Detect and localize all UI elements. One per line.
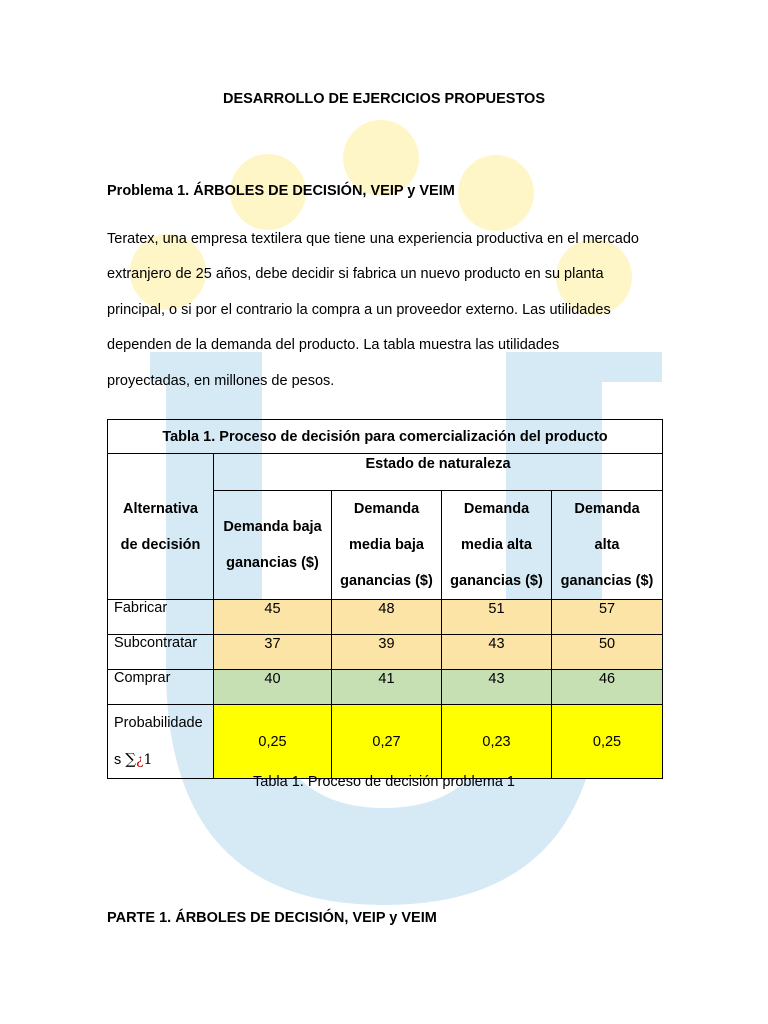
column-header-line: media alta xyxy=(461,537,532,553)
table-cell: 37 xyxy=(214,635,332,670)
problem-heading: Problema 1. ÁRBOLES DE DECISIÓN, VEIP y VEIM xyxy=(107,183,455,199)
table-row-probabilities xyxy=(108,705,663,779)
state-of-nature-header: Estado de naturaleza xyxy=(214,454,663,491)
table-cell: 51 xyxy=(442,600,552,635)
alternative-header-line: Alternativa xyxy=(123,500,198,517)
table-cell: 43 xyxy=(442,635,552,670)
column-header-line: media baja xyxy=(349,537,424,553)
column-header-demand-low xyxy=(214,491,332,600)
table-caption-cell: Tabla 1. Proceso de decisión para comercialización del producto xyxy=(108,420,663,454)
alternative-header-line: de decisión xyxy=(120,536,201,553)
paragraph-line: proyectadas, en millones de pesos. xyxy=(107,373,335,389)
table-cell: 41 xyxy=(332,670,442,705)
column-header-demand-medium-low xyxy=(332,491,442,600)
column-header-line: ganancias ($) xyxy=(340,573,433,589)
paragraph-line: Teratex, una empresa textilera que tiene una experiencia productiva en el mercado xyxy=(107,231,639,247)
column-header-line: Demanda baja xyxy=(223,519,322,535)
probability-cell: 0,27 xyxy=(332,705,442,779)
table-caption-row xyxy=(108,420,663,454)
column-header-line: Demanda xyxy=(574,501,640,517)
table-cell: 43 xyxy=(442,670,552,705)
probability-cell: 0,25 xyxy=(214,705,332,779)
table-cell: 45 xyxy=(214,600,332,635)
decision-table xyxy=(107,419,663,779)
probability-label-s: s xyxy=(114,752,122,768)
table-cell: 48 xyxy=(332,600,442,635)
table-cell: 46 xyxy=(552,670,663,705)
probability-label-line xyxy=(114,741,213,778)
column-header-line: Demanda xyxy=(463,501,530,517)
table-row-fabricar xyxy=(108,600,663,635)
row-label: Subcontratar xyxy=(108,635,214,670)
column-header-demand-medium-high xyxy=(442,491,552,600)
column-header-line: ganancias ($) xyxy=(450,573,543,589)
paragraph-line: principal, o si por el contrario la compra a un proveedor externo. Las utilidades xyxy=(107,302,611,318)
alternative-header xyxy=(108,454,214,600)
paragraph-line: extranjero de 25 años, debe decidir si fabrica un nuevo producto en su planta xyxy=(107,266,604,282)
table-row-subcontratar xyxy=(108,635,663,670)
table-caption: Tabla 1. Proceso de decisión problema 1 xyxy=(253,774,515,790)
row-label: Comprar xyxy=(108,670,214,705)
inverted-question-mark: ¿ xyxy=(136,752,144,768)
part-heading: PARTE 1. ÁRBOLES DE DECISIÓN, VEIP y VEIM xyxy=(107,910,437,926)
probability-label-line: Probabilidade xyxy=(114,715,203,731)
document-title: DESARROLLO DE EJERCICIOS PROPUESTOS xyxy=(222,91,545,107)
table-cell: 39 xyxy=(332,635,442,670)
probability-label xyxy=(108,705,214,779)
table-row-comprar xyxy=(108,670,663,705)
equation-one: 1 xyxy=(143,752,153,768)
sigma-symbol: ∑ xyxy=(125,750,136,768)
column-header-line: ganancias ($) xyxy=(226,555,319,571)
column-header-line: Demanda xyxy=(353,501,420,517)
row-label: Fabricar xyxy=(108,600,214,635)
column-header-line: alta xyxy=(594,537,620,553)
table-cell: 40 xyxy=(214,670,332,705)
table-cell: 50 xyxy=(552,635,663,670)
column-header-line: ganancias ($) xyxy=(560,573,654,589)
table-cell: 57 xyxy=(552,600,663,635)
probability-cell: 0,23 xyxy=(442,705,552,779)
column-header-demand-high xyxy=(552,491,663,600)
probability-cell: 0,25 xyxy=(552,705,663,779)
table-header-row xyxy=(108,454,663,491)
paragraph-line: dependen de la demanda del producto. La tabla muestra las utilidades xyxy=(107,337,560,353)
